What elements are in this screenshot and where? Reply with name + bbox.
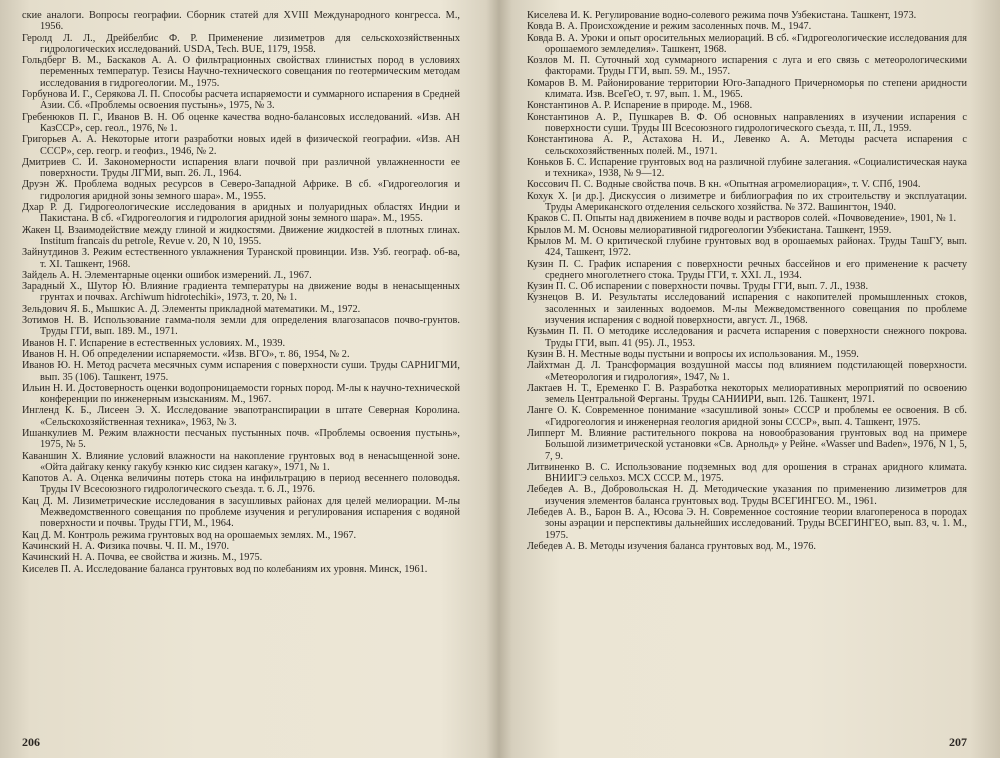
bibliography-entry: Зотимов Н. В. Использование гамма-поля земли для определения влагозапасов почво-грунтов. Труды ГГИ, вып. 189. М., 1971.	[22, 315, 460, 338]
bibliography-entry: Ингленд К. Б., Лисеен Э. Х. Исследование эвапотранспирации в штате Северная Королина. «Сельскохозяйственная техника», 1963, № 3.	[22, 405, 460, 428]
bibliography-entry: Кузин П. С. График испарения с поверхности речных бассейнов и его применение к расчету среднего многолетнего стока. Труды ГГИ, т. XXI. Л., 1934.	[527, 258, 967, 281]
left-page-entries	[22, 10, 460, 575]
bibliography-entry: Кузьмин П. П. О методике исследования и расчета испарения с поверхности снежного покрова. Труды ГГИ, вып. 41 (95). Л., 1953.	[527, 326, 967, 349]
bibliography-entry: Каваншин Х. Влияние условий влажности на накопление грунтовых вод в ненасыщенной зоне. «Ойта дайгаку кенку гакубу кэнкю кис сидзен кагаку», 1971, № 1.	[22, 450, 460, 473]
bibliography-entry: Константинов А. Р., Пушкарев В. Ф. Об основных направлениях в изучении испарения с поверхности суши. Труды III Всесоюзного гидрологического съезда, т. III, Л., 1959.	[527, 111, 967, 134]
bibliography-entry: Крылов М. М. Основы мелиоративной гидрогеологии Узбекистана. Ташкент, 1959.	[527, 224, 892, 236]
bibliography-entry: Липперт М. Влияние растительного покрова на новообразования грунтовых вод на примере Большой лизиметрической установки «Св. Арнольд» у Рейне. «Wasser und Baden», 1976, N 1, 5, 7, 9.	[527, 427, 967, 462]
bibliography-entry: Константинов А. Р. Испарение в природе. М., 1968.	[527, 100, 753, 112]
bibliography-entry: Зайнутдинов З. Режим естественного увлажнения Туранской провинции. Изв. Узб. географ. об-ва, т. XI. Ташкент, 1968.	[22, 247, 460, 270]
bibliography-entry: Лактаев Н. Т., Еременко Г. В. Разработка некоторых мелиоративных мероприятий по освоению земель Центральной Ферганы. Труды САНИИРИ, вып. 126. Ташкент, 1971.	[527, 382, 967, 406]
bibliography-entry: Кузин В. Н. Местные воды пустыни и вопросы их использования. М., 1959.	[527, 348, 859, 360]
bibliography-entry: Константинова А. Р., Астахова Н. И., Левенко А. А. Методы расчета испарения с сельскохозяйственных полей. М., 1971.	[527, 134, 967, 157]
bibliography-entry: Зайдель А. Н. Элементарные оценки ошибок измерений. Л., 1967.	[22, 269, 312, 281]
left-page-number: 206	[22, 735, 40, 749]
bibliography-entry: Коссович П. С. Водные свойства почв. В кн. «Опытная агромелиорация», т. V. СПб, 1904.	[527, 179, 921, 191]
bibliography-entry: Иванов Н. Н. Об определении испаряемости. «Изв. ВГО», т. 86, 1954, № 2.	[22, 348, 350, 360]
bibliography-entry: Дмитриев С. И. Закономерности испарения влаги почвой при различной увлажненности ее поверхности. Труды ЛГМИ, вып. 26. Л., 1964.	[22, 156, 460, 180]
bibliography-entry: Геролд Л. Л., Дрейбелбис Ф. Р. Применение лизиметров для сельскохозяйственных гидрологических исследований. USDA, Tech. BUE, 1179, 1958.	[22, 32, 460, 55]
bibliography-entry: Киселев П. А. Исследование баланса грунтовых вод по колебаниям их уровня. Минск, 1961.	[22, 563, 428, 575]
bibliography-entry: Ишанкулиев М. Режим влажности песчаных пустынных почв. «Проблемы освоения пустынь», 1975, № 5.	[22, 427, 460, 451]
bibliography-entry: Киселева И. К. Регулирование водно-солевого режима почв Узбекистана. Ташкент, 1973.	[527, 10, 917, 21]
bibliography-entry: Иванов Н. Г. Испарение в естественных условиях. М., 1939.	[22, 337, 286, 349]
bibliography-entry: Крылов М. М. О критической глубине грунтовых вод в орошаемых районах. Труды ТашГУ, вып. 424, Ташкент, 1972.	[527, 235, 967, 259]
right-page-entries	[527, 10, 967, 552]
bibliography-entry: Литвиненко В. С. Использование подземных вод для орошения в странах аридного климата. ВНИИГЭ сельхоз. МСХ СССР. М., 1975.	[527, 461, 967, 485]
bibliography-entry: Гольдберг В. М., Баскаков А. А. О фильтрационных свойствах глинистых пород в условиях переменных температур. Тезисы Научно-технического совещания по геотермическим методам исследования в гидрогеологии. М., 1975.	[22, 55, 460, 89]
right-page-number: 207	[949, 735, 967, 749]
bibliography-entry: Жакен Ц. Взаимодействие между глиной и жидкостями. Движение жидкостей в плотных глинах. Institum francais du petrole, Revue v. 20, N 10, 1955.	[22, 224, 460, 247]
bibliography-entry: Кац Д. М. Контроль режима грунтовых вод на орошаемых землях. М., 1967.	[22, 529, 357, 541]
bibliography-entry: Лебедев А. В., Барон В. А., Юсова Э. Н. Современное состояние теории влагопереноса в породах зоны аэрации и перспективы дальнейших исследований. Труды ВСЕГИНГЕО, вып. 83, ч. 1. М., 1975.	[527, 507, 967, 541]
bibliography-entry: Капотов А. А. Оценка величины потерь стока на инфильтрацию в период весеннего половодья. Труды IV Всесоюзного гидрологического съезда. т. 6. Л., 1976.	[22, 473, 460, 496]
bibliography-entry: Дхар Р. Д. Гидрогеологические исследования в аридных и полуаридных областях Индии и Пакистана. В сб. «Гидрогеология и гидрология аридной зоны земного шара». М., 1955.	[22, 202, 460, 225]
bibliography-entry: Кузин П. С. Об испарении с поверхности почвы. Труды ГГИ, вып. 7. Л., 1938.	[527, 281, 869, 293]
bibliography-entry: Гребенюков П. Г., Иванов В. Н. Об оценке качества водно-балансовых исследований. «Изв. АН КазССР», сер. геол., 1976, № 1.	[22, 111, 460, 134]
bibliography-entry: Краков С. П. Опыты над движением в почве воды и растворов солей. «Почвоведение», 1901, № 1.	[527, 213, 957, 225]
bibliography-entry: Ковда В. А. Уроки и опыт оросительных мелиораций. В сб. «Гидрогеологические исследования для орошаемого земледелия». Ташкент, 1968.	[527, 32, 967, 55]
bibliography-entry: Ковда В. А. Происхождение и режим засоленных почв. М., 1947.	[527, 21, 812, 33]
bibliography-entry: Горбунова И. Г., Серякова Л. П. Способы расчета испаряемости и суммарного испарения в Средней Азии. Сб. «Проблемы освоения пустынь», 1975, № 3.	[22, 89, 460, 112]
bibliography-entry: ские аналоги. Вопросы географии. Сборник статей для XVIII Международного конгресса. М., 1956.	[22, 10, 460, 33]
bibliography-entry: Зельдович Я. Б., Мышкис А. Д. Элементы прикладной математики. М., 1972.	[22, 303, 361, 315]
left-page	[22, 10, 460, 750]
bibliography-entry: Кузнецов В. И. Результаты исследований испарения с накопителей промышленных стоков, засоленных и заиленных водоемов. М-лы Межведомственного совещания по проблеме изучения испарения с водной поверхности, август. Л., 1968.	[527, 292, 967, 327]
bibliography-entry: Лебедев А. В., Добровольская Н. Д. Методические указания по применению лизиметров для изучения элементов баланса грунтовых вод. Труды ВСЕГИНГЕО. М., 1961.	[527, 484, 967, 507]
bibliography-entry: Кохук Х. [и др.]. Дискуссия о лизиметре и библиография по их строительству и эксплуатации. Труды Американского отделения сельского хозяйства. № 372. Вашингтон, 1940.	[527, 190, 967, 214]
bibliography-entry: Иванов Ю. Н. Метод расчета месячных сумм испарения с поверхности суши. Труды САРНИГМИ, вып. 35 (106). Ташкент, 1975.	[22, 360, 460, 383]
bibliography-entry: Ильин Н. И. Достоверность оценки водопроницаемости горных пород. М-лы к научно-технической конференции по инженерным изысканиям. М., 1967.	[22, 382, 460, 406]
bibliography-entry: Ланге О. К. Современное понимание «засушливой зоны» СССР и проблемы ее освоения. В сб. «Гидрогеология и инженерная геология аридной зоны СССР», вып. 4. Ташкент, 1975.	[527, 405, 967, 428]
bibliography-entry: Лайхтман Д. Л. Трансформация воздушной массы под влиянием подстилающей поверхности. «Метеорология и гидрология», 1947, № 1.	[527, 360, 967, 383]
bibliography-entry: Кац Д. М. Лизиметрические исследования в засушливых районах для целей мелиорации. М-лы Межведомственного совещания по проблеме изучения и регулирования испарения с водяной поверхности и почвы. Труды ГГИ, М., 1964.	[22, 495, 460, 530]
bibliography-entry: Лебедев А. В. Методы изучения баланса грунтовых вод. М., 1976.	[527, 540, 816, 552]
bibliography-entry: Качинский Н. А. Почва, ее свойства и жизнь. М., 1975.	[22, 552, 263, 564]
bibliography-entry: Григорьев А. А. Некоторые итоги разработки новых идей в физической географии. «Изв. АН СССР», сер. геогр. и геофиз., 1946, № 2.	[22, 134, 460, 157]
right-page	[527, 10, 967, 750]
bibliography-entry: Козлов М. П. Суточный ход суммарного испарения с луга и его связь с метеорологическими факторами. Труды ГГИ, вып. 59. М., 1957.	[527, 55, 967, 78]
bibliography-entry: Зарадный Х., Шутор Ю. Влияние градиента температуры на движение воды в ненасыщенных грунтах и почвах. Archiwum hidrotechiki», 1973, т. 20, № 1.	[22, 281, 460, 304]
bibliography-entry: Друэн Ж. Проблема водных ресурсов в Северо-Западной Африке. В сб. «Гидрогеология и гидрология аридной зоны земного шара». М., 1955.	[22, 179, 460, 202]
bibliography-entry: Комаров В. М. Районирование территории Юго-Западного Причерноморья по степени аридности климата. Изв. ВсеГеО, т. 97, вып. 1. М., 1965.	[527, 77, 967, 101]
bibliography-entry: Коньков Б. С. Испарение грунтовых вод на различной глубине залегания. «Социалистическая наука и техника», 1938, № 9—12.	[527, 156, 967, 180]
bibliography-entry: Качинский Н. А. Физика почвы. Ч. II. М., 1970.	[22, 540, 230, 552]
